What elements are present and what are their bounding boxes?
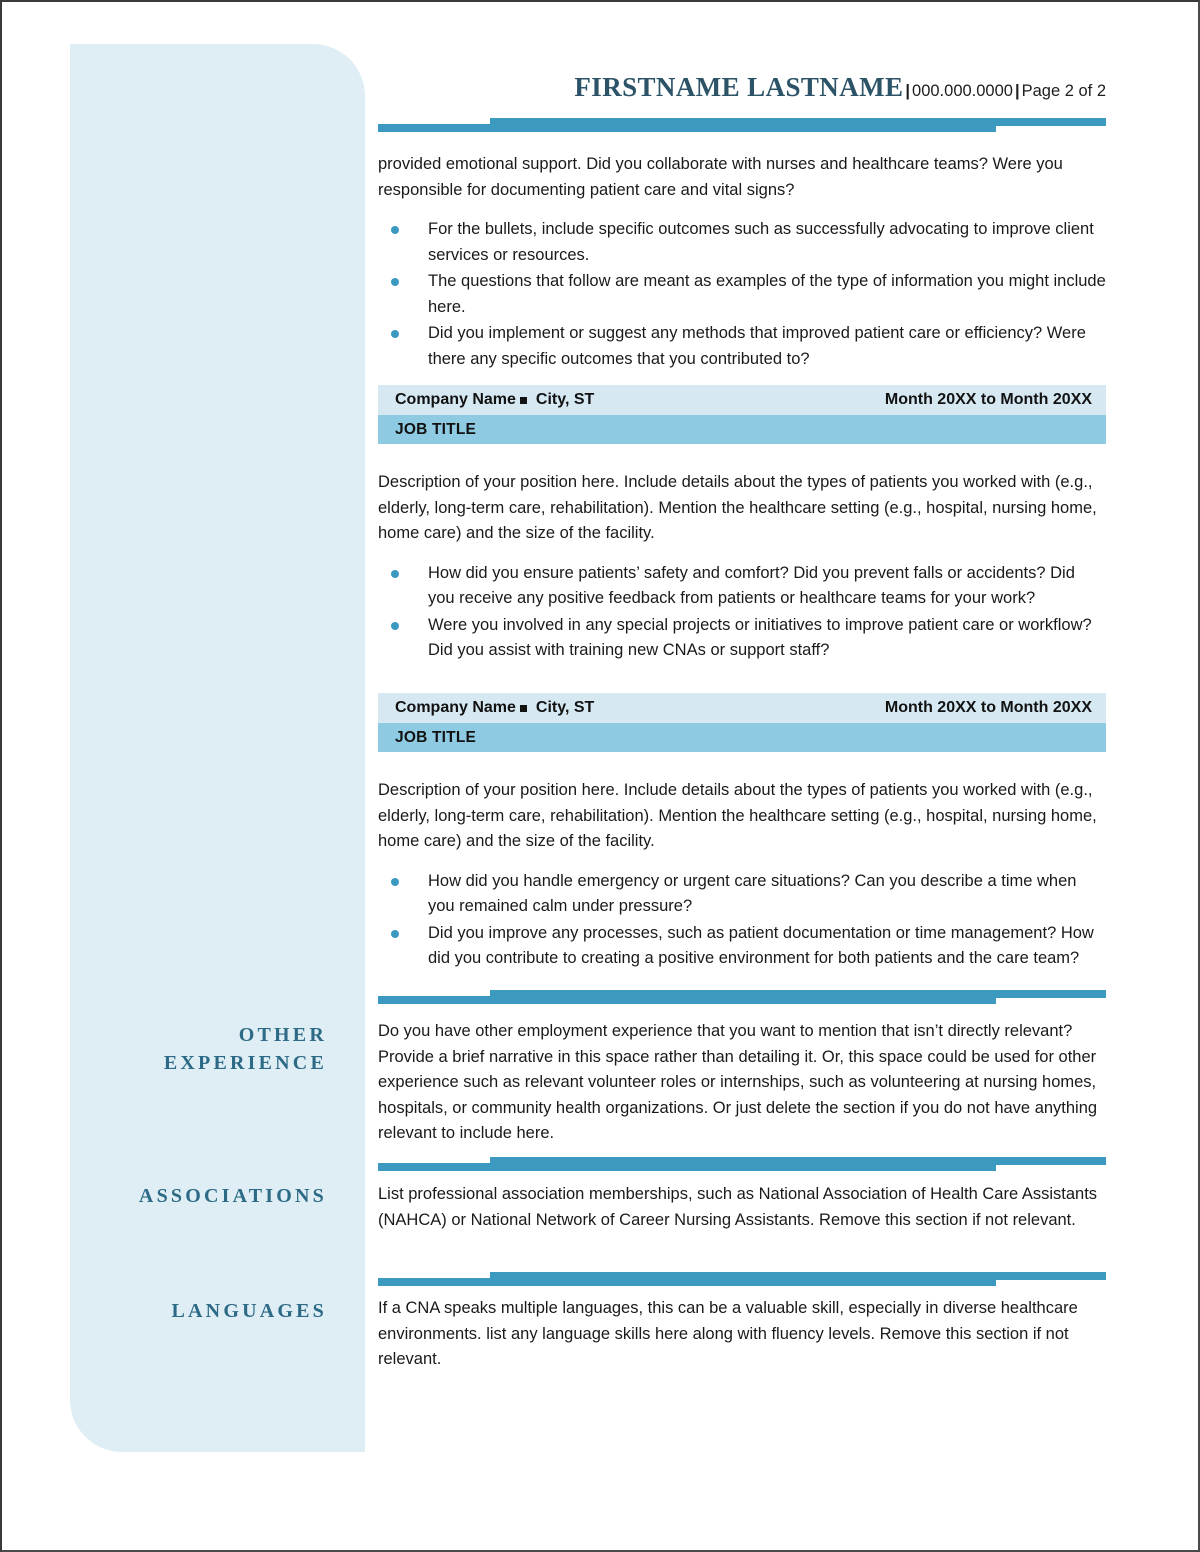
continued-bullet-list: [378, 217, 1106, 372]
spacer: [378, 444, 1106, 470]
candidate-phone: 000.000.0000: [912, 82, 1013, 100]
candidate-name: FIRSTNAME LASTNAME: [574, 72, 904, 102]
section-body: Do you have other employment experience that you want to mention that isn’t directly relevant? Provide a brief narrative in this space rather than detailing it. Or, this space could be used for other experience such as relevant volunteer roles or internships, such as volunteering at nursing homes, hospitals, or community health organizations. Or just delete the section if you do not have anything relevant to include here.: [378, 1022, 1098, 1143]
company-name-location: [395, 391, 594, 409]
list-item: Did you implement or suggest any methods that improved patient care or efficiency? Were there any specific outcomes that you contributed to?: [378, 321, 1106, 372]
sidebar-panel: [70, 44, 365, 1452]
job-title: JOB TITLE: [395, 728, 477, 746]
header-separator-2: |: [1014, 82, 1020, 100]
job-bullet-list: [378, 869, 1106, 972]
section-label-other-experience: [97, 1021, 327, 1077]
page-header: [378, 72, 1106, 103]
divider-bar-bottom: [378, 1278, 996, 1286]
list-item: The questions that follow are meant as examples of the type of information you might include here.: [378, 269, 1106, 320]
company-name: Company Name: [395, 391, 516, 408]
section-other-experience: [378, 1019, 1106, 1147]
section-label-line-1: LANGUAGES: [171, 1300, 327, 1322]
company-name-location: [395, 699, 594, 717]
page-number: Page 2 of 2: [1021, 82, 1106, 100]
list-item: How did you ensure patients’ safety and comfort? Did you prevent falls or accidents? Did you receive any positive feedback from patients or healthcare teams for your work?: [378, 561, 1106, 612]
section-label-line-1: ASSOCIATIONS: [138, 1185, 327, 1207]
spacer: [378, 752, 1106, 778]
job-bullet-list: [378, 561, 1106, 664]
job-title-row: [378, 723, 1106, 752]
section-label-languages: [97, 1297, 327, 1325]
section-label-line-1: OTHER: [238, 1024, 327, 1046]
section-label-associations: [97, 1182, 327, 1210]
list-item: How did you handle emergency or urgent care situations? Can you describe a time when you remained calm under pressure?: [378, 869, 1106, 920]
section-divider-associations: [378, 1157, 1106, 1171]
divider-bar-bottom: [378, 124, 996, 132]
company-header-row: [378, 693, 1106, 723]
header-divider: [378, 118, 1106, 132]
square-separator-icon: [520, 397, 527, 404]
section-languages: [378, 1296, 1106, 1373]
divider-bar-bottom: [378, 996, 996, 1004]
section-divider-languages: [378, 1272, 1106, 1286]
divider-bar-bottom: [378, 1163, 996, 1171]
job-title: JOB TITLE: [395, 420, 477, 438]
company-name: Company Name: [395, 699, 516, 716]
company-location: City, ST: [535, 699, 595, 716]
job-entry-2: [378, 693, 1106, 973]
section-body: List professional association memberships, such as National Association of Health Care Assistants (NAHCA) or National Network of Career Nursing Assistants. Remove this section if not relevant.: [378, 1185, 1098, 1229]
section-divider-other-experience: [378, 990, 1106, 1004]
list-item: Did you improve any processes, such as patient documentation or time management? How did you contribute to creating a positive environment for both patients and the care team?: [378, 921, 1106, 972]
square-separator-icon: [520, 705, 527, 712]
continued-experience-block: [378, 152, 1106, 374]
header-separator-1: |: [905, 82, 911, 100]
company-header-row: [378, 385, 1106, 415]
job-title-row: [378, 415, 1106, 444]
employment-dates: Month 20XX to Month 20XX: [884, 699, 1092, 716]
job-description: Description of your position here. Include details about the types of patients you worked with (e.g., elderly, long-term care, rehabilitation). Mention the healthcare setting (e.g., hospital, nursing home, home care) and the size of the facility.: [378, 781, 1097, 851]
list-item: For the bullets, include specific outcomes such as successfully advocating to improve client services or resources.: [378, 217, 1106, 268]
section-label-line-2: EXPERIENCE: [163, 1052, 327, 1074]
list-item: Were you involved in any special projects or initiatives to improve patient care or workflow? Did you assist with training new CNAs or support staff?: [378, 613, 1106, 664]
employment-dates: Month 20XX to Month 20XX: [884, 391, 1092, 408]
section-associations: [378, 1182, 1106, 1233]
job-entry-1: [378, 385, 1106, 665]
section-body: If a CNA speaks multiple languages, this can be a valuable skill, especially in diverse healthcare environments. list any language skills here along with fluency levels. Remove this section if not relevant.: [378, 1299, 1078, 1369]
continued-paragraph: provided emotional support. Did you collaborate with nurses and healthcare teams? Were you responsible for documenting patient care and vital signs?: [378, 155, 1063, 199]
job-description: Description of your position here. Include details about the types of patients you worked with (e.g., elderly, long-term care, rehabilitation). Mention the healthcare setting (e.g., hospital, nursing home, home care) and the size of the facility.: [378, 473, 1097, 543]
company-location: City, ST: [535, 391, 595, 408]
